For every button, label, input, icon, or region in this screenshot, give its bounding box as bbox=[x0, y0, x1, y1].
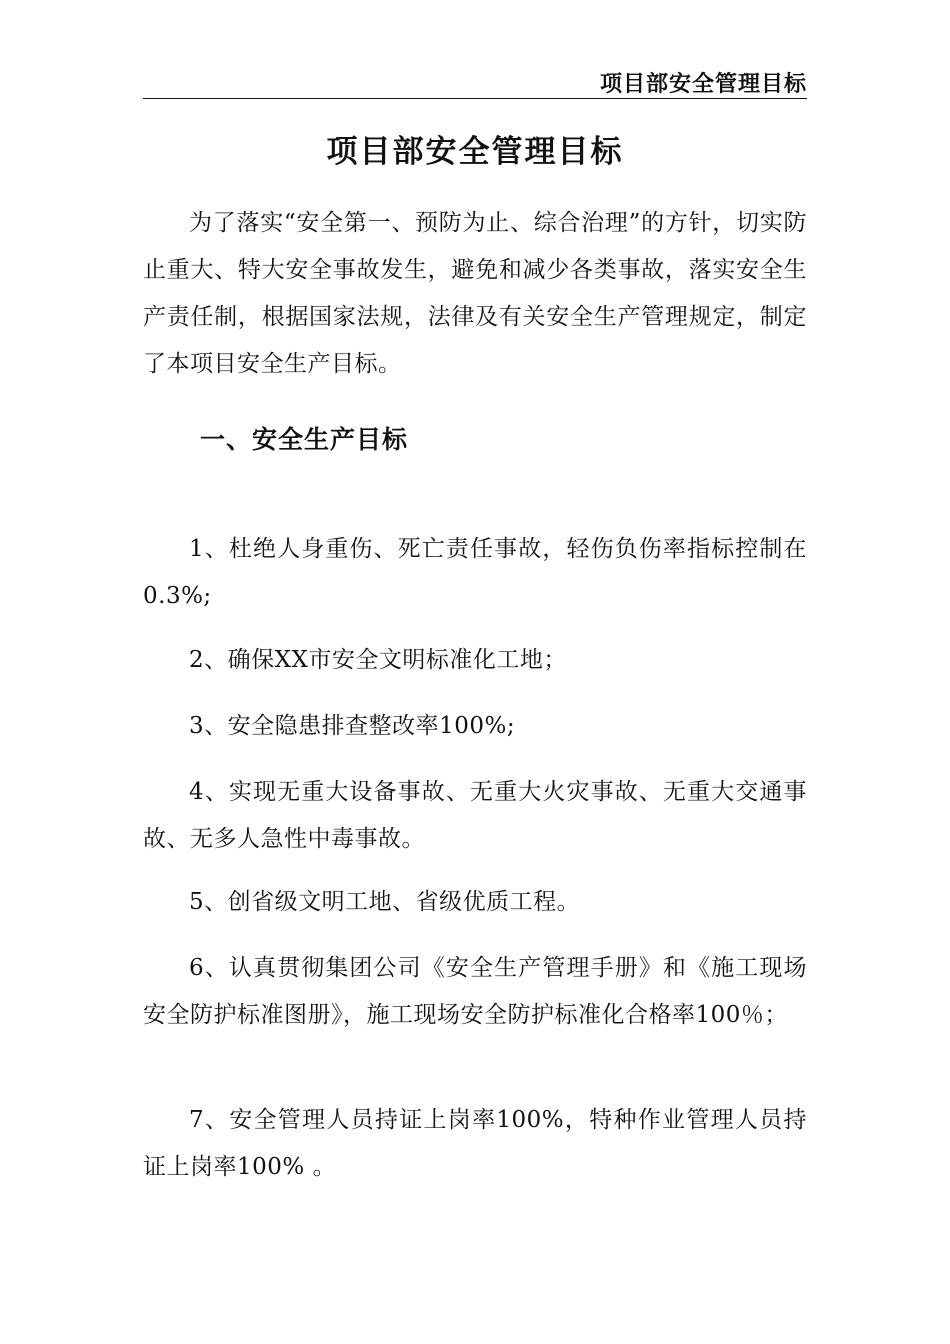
list-item: 7、安全管理人员持证上岗率100%，特种作业管理人员持证上岗率100% 。 bbox=[143, 1107, 807, 1180]
list-item: 4、实现无重大设备事故、无重大火灾事故、无重大交通事故、无多人急性中毒事故。 bbox=[143, 779, 807, 852]
section-heading: 一、安全生产目标 bbox=[200, 425, 409, 454]
header-divider bbox=[143, 98, 807, 99]
list-item: 1、杜绝人身重伤、死亡责任事故，轻伤负伤率指标控制在0.3%; bbox=[143, 536, 807, 609]
intro-paragraph: 为了落实“安全第一、预防为止、综合治理”的方针，切实防止重大、特大安全事故发生，避免和减少各类事故，落实安全生产责任制，根据国家法规，法律及有关安全生产管理规定，制定了本项目安全生产目标。 bbox=[143, 210, 807, 377]
list-item: 2、确保XX市安全文明标准化工地； bbox=[189, 647, 567, 673]
list-item: 6、认真贯彻集团公司《安全生产管理手册》和《施工现场安全防护标准图册》，施工现场安全防护标准化合格率100％； bbox=[143, 955, 807, 1028]
running-header-title: 项目部安全管理目标 bbox=[599, 72, 807, 97]
document-title: 项目部安全管理目标 bbox=[326, 134, 624, 170]
list-item: 3、安全隐患排查整改率100%; bbox=[189, 713, 516, 739]
list-item: 5、创省级文明工地、省级优质工程。 bbox=[189, 889, 581, 915]
